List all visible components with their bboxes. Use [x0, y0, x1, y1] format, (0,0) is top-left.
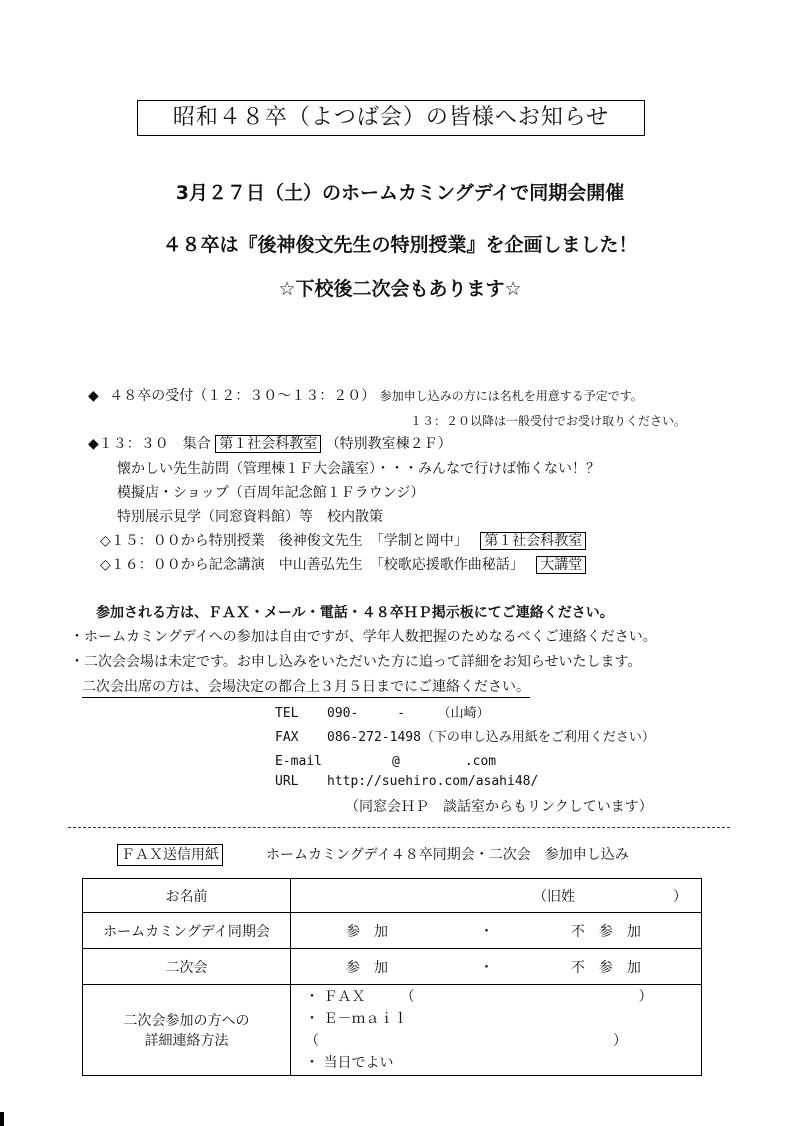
email-value[interactable]: @ .com: [327, 754, 497, 769]
activity-item: 特別展示見学（同窓資料館）等 校内散策: [117, 509, 383, 525]
tel-value: 090- - （山崎）: [327, 706, 490, 721]
event-lecture: [100, 555, 586, 575]
name-label: お名前: [83, 879, 291, 913]
event-place: 第１社会科教室: [480, 532, 586, 550]
gather-line: [88, 434, 452, 454]
hcd-attend-option[interactable]: 参 加: [346, 923, 388, 940]
email-label: E-mail: [275, 754, 322, 769]
event-special-class: [100, 531, 586, 551]
notice-title: 昭和４８卒（よつば会）の皆様へお知らせ: [137, 100, 645, 136]
reception-line: [88, 386, 643, 406]
method-email-option[interactable]: ・ Ｅ－ｍａｉｌ（ ）: [305, 1011, 627, 1049]
event-place: 大講堂: [536, 556, 586, 574]
form-row-hcd: [83, 913, 702, 949]
form-row-name: [83, 879, 702, 913]
contact-email: [275, 750, 496, 769]
headline-after-party: ☆下校後二次会もあります☆: [278, 278, 522, 300]
url-link[interactable]: http://suehiro.com/asahi48/: [327, 774, 539, 789]
name-field[interactable]: [291, 879, 702, 913]
url-label: URL: [275, 774, 299, 789]
hcd-label: ホームカミングデイ同期会: [83, 913, 291, 949]
url-note: （同窓会ＨＰ 談話室からもリンクしています）: [345, 799, 653, 815]
headline-special-class: ４８卒は『後神俊文先生の特別授業』を企画しました！: [162, 234, 638, 256]
kyusei-field: （旧姓 ）: [533, 888, 687, 905]
event-text: ◇１６：００から記念講演 中山善弘先生 「校歌応援歌作曲秘話」: [100, 557, 524, 573]
contact-fax: [275, 726, 655, 745]
gather-prefix: ◆１３：３０ 集合: [88, 436, 211, 452]
party-label: 二次会: [83, 949, 291, 985]
method-label: [83, 985, 291, 1076]
form-title: ホームカミングデイ４８卒同期会・二次会 参加申し込み: [266, 847, 629, 863]
method-options: [291, 985, 702, 1076]
hcd-choices: [291, 913, 702, 949]
form-row-method: [83, 985, 702, 1076]
application-form: [82, 878, 702, 1076]
reception-note: 参加申し込みの方には名札を用意する予定です。: [379, 389, 643, 403]
contact-note: ・二次会会場は未定です。お申し込みをいただいた方に追って詳細をお知らせいたします。: [70, 654, 642, 670]
hcd-absent-option[interactable]: 不 参 加: [570, 923, 641, 940]
fax-label: FAX: [275, 730, 299, 745]
separator-dot: ・: [479, 923, 494, 940]
deadline-note: 二次会出席の方は、会場決定の都合上３月５日までにご連絡ください。: [82, 677, 530, 698]
activity-item: 模擬店・ショップ（百周年記念館１Ｆラウンジ）: [117, 485, 425, 501]
gather-place: 第１社会科教室: [215, 435, 321, 453]
headline-event: 3月２７日（土）のホームカミングデイで同期会開催: [175, 182, 625, 204]
cut-line: [68, 827, 730, 828]
tel-label: TEL: [275, 706, 299, 721]
party-choices: [291, 949, 702, 985]
party-attend-option[interactable]: 参 加: [346, 959, 388, 976]
separator-dot: ・: [479, 959, 494, 976]
reception-label: ４８卒の受付（１２：３０〜１３：２０）: [109, 388, 376, 404]
event-text: ◇１５：００から特別授業 後神俊文先生 「学制と岡中」: [100, 533, 468, 549]
method-label-line: 詳細連絡方法: [144, 1033, 229, 1049]
scan-mark: [0, 1112, 4, 1126]
gather-place-note: （特別教室棟２Ｆ）: [325, 436, 452, 452]
fax-form-tag: ＦＡＸ送信用紙: [117, 844, 223, 866]
contact-url: [275, 774, 538, 789]
contact-note: ・ホームカミングデイへの参加は自由ですが、学年人数把握のためなるべくご連絡ください。: [70, 629, 657, 645]
bullet-icon: ◆: [88, 388, 99, 404]
reception-note-2: １３：２０以降は一般受付でお受け取りください。: [410, 414, 687, 428]
method-fax-option[interactable]: ・ ＦＡＸ （ ）: [305, 989, 653, 1005]
contact-heading: 参加される方は、ＦＡＸ・メール・電話・４８卒ＨＰ掲示板にてご連絡ください。: [96, 605, 614, 621]
method-label-line: 二次会参加の方への: [123, 1013, 250, 1029]
method-sameday-option[interactable]: ・ 当日でよい: [305, 1055, 394, 1071]
contact-tel: [275, 702, 490, 721]
fax-value: 086-272-1498（下の申し込み用紙をご利用ください）: [327, 730, 655, 745]
activity-item: 懐かしい先生訪問（管理棟１Ｆ大会議室）・・・みんなで行けば怖くない！？: [117, 461, 600, 477]
party-absent-option[interactable]: 不 参 加: [570, 959, 641, 976]
form-row-party: [83, 949, 702, 985]
